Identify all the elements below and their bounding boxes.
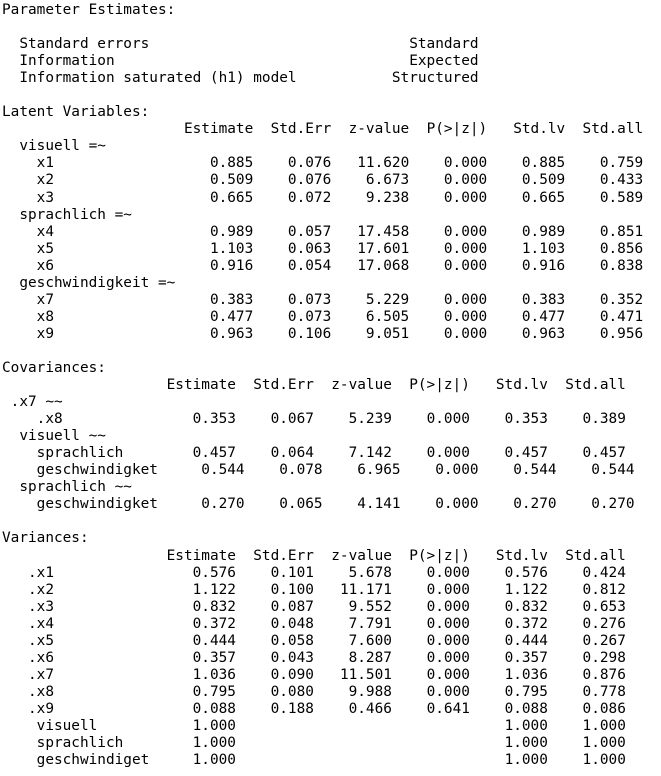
cell-value: 0.477 xyxy=(209,308,254,325)
cell-value: 0.832 xyxy=(504,598,548,615)
cell-value: 0.372 xyxy=(504,615,548,632)
cell-value: 0.433 xyxy=(599,172,644,189)
column-header: Std.Err xyxy=(270,121,332,138)
cell-value: 0.000 xyxy=(426,445,470,462)
cell-value: 11.171 xyxy=(339,581,392,598)
row-label: .x7 xyxy=(28,666,54,683)
cell-value: 0.383 xyxy=(209,291,254,308)
info-line xyxy=(2,70,661,87)
cell-value: 0.383 xyxy=(521,291,566,308)
group-label: sprachlich ~~ xyxy=(19,479,132,496)
info-value: Structured xyxy=(391,70,479,87)
cell-value: 0.270 xyxy=(513,496,557,513)
column-header: Estimate xyxy=(166,377,236,394)
column-header: P(>|z|) xyxy=(426,121,488,138)
cell-value: 1.000 xyxy=(582,717,626,734)
cell-value: 17.458 xyxy=(357,223,410,240)
row-label: x4 xyxy=(36,223,54,240)
column-header: Std.all xyxy=(582,121,644,138)
column-header: Std.lv xyxy=(495,377,548,394)
cell-value: 0.457 xyxy=(504,445,548,462)
cell-value: 7.600 xyxy=(348,632,392,649)
cell-value: 0.653 xyxy=(582,598,626,615)
column-header: Std.all xyxy=(565,547,626,564)
cell-value: 0.106 xyxy=(287,325,332,342)
cell-value: 0.000 xyxy=(426,581,470,598)
cell-value: 0.073 xyxy=(287,291,332,308)
console-output xyxy=(2,2,661,776)
cell-value: 0.000 xyxy=(443,325,488,342)
group-line xyxy=(2,207,661,224)
cell-value: 0.641 xyxy=(426,700,470,717)
cell-value: 0.885 xyxy=(209,155,254,172)
cell-value: 1.122 xyxy=(504,581,548,598)
cell-value: 0.043 xyxy=(270,649,314,666)
table-row xyxy=(2,701,661,718)
info-line xyxy=(2,53,661,70)
row-label: x5 xyxy=(36,240,54,257)
cell-value: 0.188 xyxy=(270,700,314,717)
cell-value: 0.576 xyxy=(192,564,236,581)
row-label: x2 xyxy=(36,172,54,189)
section-heading xyxy=(2,104,661,121)
cell-value: 17.601 xyxy=(357,240,410,257)
cell-value: 0.087 xyxy=(270,598,314,615)
table-row xyxy=(2,258,661,275)
cell-value: 6.673 xyxy=(365,172,410,189)
blank-line xyxy=(2,87,661,104)
row-label: .x6 xyxy=(28,649,54,666)
group-line xyxy=(2,275,661,292)
cell-value: 5.239 xyxy=(348,411,392,428)
column-header: z-value xyxy=(331,377,392,394)
cell-value: 6.965 xyxy=(357,462,401,479)
cell-value: 11.620 xyxy=(357,155,410,172)
row-label: geschwindigket xyxy=(36,496,158,513)
cell-value: 0.073 xyxy=(287,308,332,325)
group-label: visuell =~ xyxy=(19,138,106,155)
column-header: Estimate xyxy=(183,121,254,138)
cell-value: 0.298 xyxy=(582,649,626,666)
cell-value: 1.122 xyxy=(192,581,236,598)
cell-value: 0.444 xyxy=(504,632,548,649)
table-header xyxy=(2,548,661,565)
row-label: .x8 xyxy=(36,411,63,428)
table-row xyxy=(2,735,661,752)
table-row xyxy=(2,633,661,650)
cell-value: 1.000 xyxy=(504,752,548,769)
cell-value: 0.589 xyxy=(599,189,644,206)
cell-value: 9.238 xyxy=(365,189,410,206)
blank-line xyxy=(2,19,661,36)
cell-value: 0.357 xyxy=(192,649,236,666)
table-row xyxy=(2,411,661,428)
cell-value: 0.058 xyxy=(270,632,314,649)
cell-value: 5.229 xyxy=(365,291,410,308)
cell-value: 0.544 xyxy=(201,462,245,479)
group-label: .x7 ~~ xyxy=(10,394,63,411)
cell-value: 0.000 xyxy=(443,155,488,172)
table-row xyxy=(2,172,661,189)
cell-value: 0.000 xyxy=(443,223,488,240)
table-row xyxy=(2,326,661,343)
cell-value: 5.678 xyxy=(348,564,392,581)
row-label: .x9 xyxy=(28,700,54,717)
cell-value: 6.505 xyxy=(365,308,410,325)
cell-value: 0.778 xyxy=(582,683,626,700)
cell-value: 0.576 xyxy=(504,564,548,581)
row-label: sprachlich xyxy=(36,735,124,752)
section-title: Variances: xyxy=(2,530,89,547)
cell-value: 1.000 xyxy=(504,735,548,752)
column-header: P(>|z|) xyxy=(409,547,470,564)
info-value: Expected xyxy=(409,53,479,70)
table-row xyxy=(2,155,661,172)
cell-value: 0.851 xyxy=(599,223,644,240)
cell-value: 0.088 xyxy=(504,700,548,717)
section-title: Parameter Estimates: xyxy=(2,2,176,18)
cell-value: 0.759 xyxy=(599,155,644,172)
table-header xyxy=(2,377,661,394)
cell-value: 0.076 xyxy=(287,172,332,189)
cell-value: 0.389 xyxy=(582,411,626,428)
table-row xyxy=(2,292,661,309)
column-header: z-value xyxy=(331,547,392,564)
table-header xyxy=(2,121,661,138)
cell-value: 0.963 xyxy=(209,325,254,342)
row-label: .x1 xyxy=(28,564,54,581)
column-header: Std.Err xyxy=(253,547,314,564)
column-header: Std.lv xyxy=(513,121,566,138)
cell-value: 0.076 xyxy=(287,155,332,172)
cell-value: 0.000 xyxy=(435,462,479,479)
cell-value: 0.000 xyxy=(426,666,470,683)
cell-value: 1.000 xyxy=(582,735,626,752)
table-row xyxy=(2,582,661,599)
cell-value: 0.509 xyxy=(521,172,566,189)
cell-value: 0.000 xyxy=(435,496,479,513)
info-label: Information saturated (h1) model xyxy=(19,70,297,87)
section-title: Covariances: xyxy=(2,359,106,376)
cell-value: 0.000 xyxy=(443,189,488,206)
row-label: .x5 xyxy=(28,632,54,649)
cell-value: 0.000 xyxy=(443,257,488,274)
row-label: x3 xyxy=(36,189,54,206)
blank-line xyxy=(2,513,661,530)
cell-value: 0.795 xyxy=(504,683,548,700)
cell-value: 1.103 xyxy=(209,240,254,257)
cell-value: 0.357 xyxy=(504,649,548,666)
group-line xyxy=(2,394,661,411)
row-label: x8 xyxy=(36,308,54,325)
section-title: Latent Variables: xyxy=(2,104,150,121)
table-row xyxy=(2,445,661,462)
table-row xyxy=(2,224,661,241)
table-row xyxy=(2,462,661,479)
table-row xyxy=(2,684,661,701)
cell-value: 0.509 xyxy=(209,172,254,189)
row-label: x6 xyxy=(36,257,54,274)
cell-value: 0.090 xyxy=(270,666,314,683)
row-label: .x4 xyxy=(28,615,54,632)
cell-value: 11.501 xyxy=(339,666,392,683)
cell-value: 9.552 xyxy=(348,598,392,615)
cell-value: 9.988 xyxy=(348,683,392,700)
cell-value: 1.000 xyxy=(192,717,236,734)
group-line xyxy=(2,428,661,445)
cell-value: 0.067 xyxy=(270,411,314,428)
cell-value: 0.916 xyxy=(209,257,254,274)
cell-value: 0.544 xyxy=(513,462,557,479)
cell-value: 0.795 xyxy=(192,683,236,700)
row-label: x7 xyxy=(36,291,54,308)
cell-value: 1.036 xyxy=(504,666,548,683)
row-label: geschwindigket xyxy=(36,462,158,479)
cell-value: 0.057 xyxy=(287,223,332,240)
cell-value: 0.956 xyxy=(599,325,644,342)
cell-value: 8.287 xyxy=(348,649,392,666)
cell-value: 4.141 xyxy=(357,496,401,513)
cell-value: 0.457 xyxy=(582,445,626,462)
section-heading xyxy=(2,530,661,547)
table-row xyxy=(2,309,661,326)
cell-value: 0.000 xyxy=(426,632,470,649)
table-row xyxy=(2,667,661,684)
cell-value: 0.353 xyxy=(192,411,236,428)
cell-value: 0.457 xyxy=(192,445,236,462)
cell-value: 0.989 xyxy=(521,223,566,240)
row-label: .x2 xyxy=(28,581,54,598)
row-label: .x3 xyxy=(28,598,54,615)
cell-value: 0.352 xyxy=(599,291,644,308)
cell-value: 17.068 xyxy=(357,257,410,274)
cell-value: 0.054 xyxy=(287,257,332,274)
cell-value: 0.000 xyxy=(443,172,488,189)
table-row xyxy=(2,616,661,633)
column-header: Estimate xyxy=(166,547,236,564)
cell-value: 1.000 xyxy=(192,735,236,752)
info-label: Information xyxy=(19,53,115,70)
group-line xyxy=(2,138,661,155)
table-row xyxy=(2,190,661,207)
cell-value: 0.000 xyxy=(443,308,488,325)
table-row xyxy=(2,496,661,513)
column-header: P(>|z|) xyxy=(409,377,470,394)
cell-value: 0.963 xyxy=(521,325,566,342)
info-line xyxy=(2,36,661,53)
cell-value: 0.424 xyxy=(582,564,626,581)
cell-value: 0.063 xyxy=(287,240,332,257)
cell-value: 0.444 xyxy=(192,632,236,649)
row-label: visuell xyxy=(36,717,98,734)
group-label: sprachlich =~ xyxy=(19,206,132,223)
cell-value: 0.072 xyxy=(287,189,332,206)
cell-value: 0.276 xyxy=(582,615,626,632)
cell-value: 0.466 xyxy=(348,700,392,717)
cell-value: 0.665 xyxy=(521,189,566,206)
row-label: sprachlich xyxy=(36,445,124,462)
row-label: geschwindiget xyxy=(36,752,150,769)
table-row xyxy=(2,752,661,769)
cell-value: 7.791 xyxy=(348,615,392,632)
cell-value: 1.103 xyxy=(521,240,566,257)
cell-value: 0.856 xyxy=(599,240,644,257)
title-line xyxy=(2,2,661,19)
column-header: Std.lv xyxy=(495,547,548,564)
cell-value: 0.000 xyxy=(426,649,470,666)
cell-value: 0.838 xyxy=(599,257,644,274)
cell-value: 0.080 xyxy=(270,683,314,700)
cell-value: 0.916 xyxy=(521,257,566,274)
cell-value: 0.876 xyxy=(582,666,626,683)
cell-value: 0.477 xyxy=(521,308,566,325)
table-row xyxy=(2,650,661,667)
cell-value: 7.142 xyxy=(348,445,392,462)
cell-value: 9.051 xyxy=(365,325,410,342)
cell-value: 0.088 xyxy=(192,700,236,717)
cell-value: 0.078 xyxy=(279,462,323,479)
cell-value: 1.000 xyxy=(192,752,236,769)
cell-value: 0.885 xyxy=(521,155,566,172)
info-value: Standard xyxy=(409,36,479,53)
cell-value: 0.048 xyxy=(270,615,314,632)
cell-value: 0.372 xyxy=(192,615,236,632)
cell-value: 0.989 xyxy=(209,223,254,240)
table-row xyxy=(2,241,661,258)
cell-value: 0.267 xyxy=(582,632,626,649)
cell-value: 0.000 xyxy=(426,411,470,428)
cell-value: 0.000 xyxy=(443,240,488,257)
row-label: x1 xyxy=(36,155,54,172)
group-label: visuell ~~ xyxy=(19,428,106,445)
row-label: x9 xyxy=(36,325,54,342)
cell-value: 0.000 xyxy=(426,683,470,700)
cell-value: 0.665 xyxy=(209,189,254,206)
cell-value: 0.832 xyxy=(192,598,236,615)
group-label: geschwindigkeit =~ xyxy=(19,274,176,291)
cell-value: 0.064 xyxy=(270,445,314,462)
info-label: Standard errors xyxy=(19,36,150,53)
column-header: Std.Err xyxy=(253,377,314,394)
cell-value: 0.000 xyxy=(426,564,470,581)
cell-value: 0.544 xyxy=(591,462,635,479)
cell-value: 0.353 xyxy=(504,411,548,428)
row-label: .x8 xyxy=(28,683,54,700)
cell-value: 1.000 xyxy=(504,717,548,734)
cell-value: 0.000 xyxy=(426,598,470,615)
table-row xyxy=(2,599,661,616)
cell-value: 1.036 xyxy=(192,666,236,683)
table-row xyxy=(2,565,661,582)
cell-value: 0.101 xyxy=(270,564,314,581)
cell-value: 0.812 xyxy=(582,581,626,598)
cell-value: 0.000 xyxy=(426,615,470,632)
cell-value: 0.065 xyxy=(279,496,323,513)
cell-value: 0.086 xyxy=(582,700,626,717)
cell-value: 1.000 xyxy=(582,752,626,769)
blank-line xyxy=(2,343,661,360)
table-row xyxy=(2,718,661,735)
cell-value: 0.270 xyxy=(201,496,245,513)
cell-value: 0.000 xyxy=(443,291,488,308)
section-heading xyxy=(2,360,661,377)
group-line xyxy=(2,479,661,496)
column-header: Std.all xyxy=(565,377,626,394)
column-header: z-value xyxy=(348,121,410,138)
cell-value: 0.471 xyxy=(599,308,644,325)
cell-value: 0.100 xyxy=(270,581,314,598)
cell-value: 0.270 xyxy=(591,496,635,513)
